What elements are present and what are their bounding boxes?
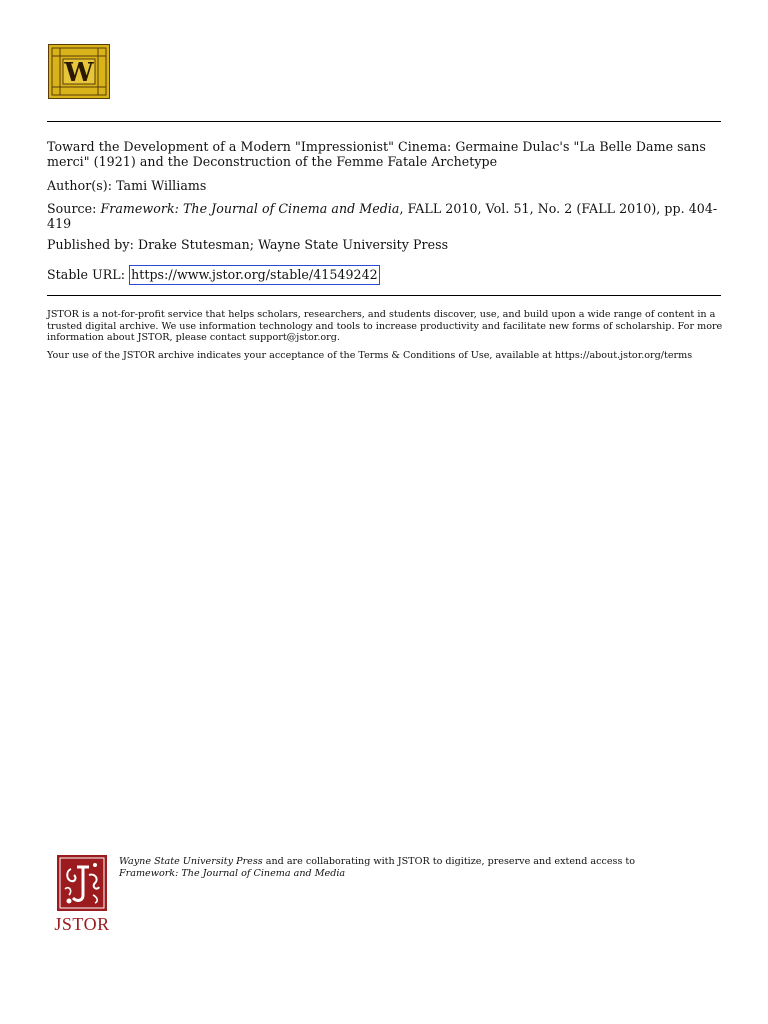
- source-label: Source:: [47, 201, 97, 216]
- publisher-label: Published by:: [47, 237, 134, 252]
- publisher-value: Drake Stutesman; Wayne State University Press: [137, 237, 449, 252]
- stable-url-link[interactable]: https://www.jstor.org/stable/41549242: [129, 265, 380, 285]
- jstor-wordmark: JSTOR: [54, 914, 110, 934]
- source-line: [47, 201, 723, 231]
- source-details: , FALL 2010, Vol. 51, No. 2 (FALL 2010), pp. 404-419: [47, 201, 718, 231]
- publisher-line: [47, 237, 723, 252]
- jstor-logo-mark: [49, 855, 115, 913]
- publisher-logo-graphic: [48, 44, 110, 99]
- publisher-logo-letter: W: [64, 58, 94, 88]
- article-title: Toward the Development of a Modern "Impressionist" Cinema: Germaine Dulac's "La Belle Dame sans merci" (1921) and the Deconstruction of the Femme Fatale Archetype: [47, 139, 706, 169]
- collaboration-statement: [119, 856, 679, 879]
- terms-notice: Your use of the JSTOR archive indicates your acceptance of the Terms & Conditions of Use, available at https://about.jstor.org/terms: [47, 350, 693, 361]
- stable-url-line: [47, 265, 723, 285]
- stable-url-label: Stable URL:: [47, 267, 125, 282]
- jstor-logo: [49, 855, 115, 935]
- source-journal: Framework: The Journal of Cinema and Media: [100, 201, 400, 216]
- collab-publisher: Wayne State University Press: [119, 856, 263, 867]
- author-line: [47, 178, 723, 193]
- author-label: Author(s):: [47, 178, 113, 193]
- author-value: Tami Williams: [116, 178, 207, 193]
- collab-middle: and are collaborating with JSTOR to digitize, preserve and extend access to: [262, 856, 636, 867]
- top-divider: [47, 121, 721, 122]
- jstor-notice: JSTOR is a not-for-profit service that helps scholars, researchers, and students discover, use, and build upon a wide range of content in a trusted digital archive. We use information technology and tools to increase productivity and facilitate new forms of scholarship. For more information about JSTOR, please contact support@jstor.org.: [47, 309, 723, 343]
- middle-divider: [47, 295, 721, 296]
- publisher-logo: [48, 44, 110, 99]
- collab-journal: Framework: The Journal of Cinema and Media: [119, 867, 346, 879]
